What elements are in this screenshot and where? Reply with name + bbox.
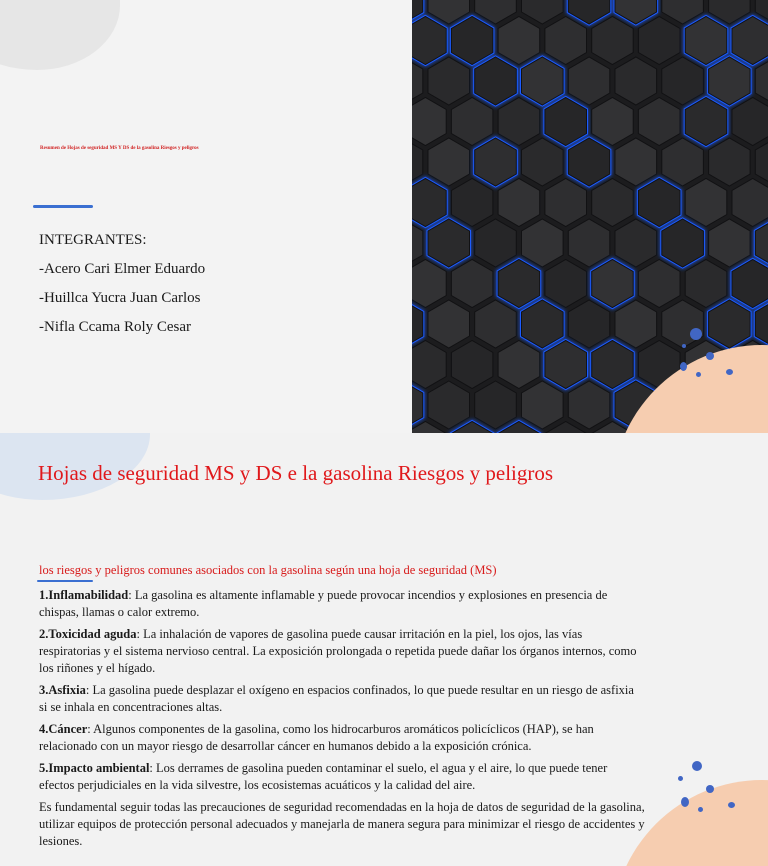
hexagon-tile bbox=[568, 300, 610, 348]
decorative-dot bbox=[692, 761, 702, 771]
hexagon-tile bbox=[638, 260, 680, 308]
hexagon-tile bbox=[412, 260, 446, 308]
hexagon-tile bbox=[451, 98, 493, 146]
hexagon-tile bbox=[522, 219, 564, 267]
risk-label: 4.Cáncer bbox=[39, 722, 88, 736]
risk-item bbox=[39, 760, 645, 794]
hexagon-tile bbox=[732, 98, 768, 146]
hexagon-tile bbox=[615, 57, 657, 105]
decorative-dot bbox=[728, 802, 735, 808]
hexagon-tile bbox=[475, 381, 517, 429]
hexagon-tile bbox=[451, 179, 493, 227]
risk-label: 3.Asfixia bbox=[39, 683, 86, 697]
decorative-dot bbox=[682, 344, 686, 348]
hexagon-tile bbox=[412, 179, 446, 227]
member-item: -Nifla Ccama Roly Cesar bbox=[39, 319, 192, 335]
hexagon-tile bbox=[685, 179, 727, 227]
risk-label: 1.Inflamabilidad bbox=[39, 588, 129, 602]
hexagon-tile bbox=[662, 138, 704, 186]
hexagon-tile bbox=[709, 219, 751, 267]
hexagon-tile bbox=[498, 179, 540, 227]
hexagon-tile bbox=[522, 138, 564, 186]
hexagon-tile bbox=[755, 57, 768, 105]
risk-item bbox=[39, 721, 645, 755]
decorative-dot bbox=[678, 776, 683, 781]
hexagon-tile bbox=[709, 138, 751, 186]
risk-text: : La inhalación de vapores de gasolina puede causar irritación en la piel, los ojos, las vías respiratorias y el sistema nervioso central. La exposición prolongada o repetida puede dañar los órganos internos, como los riñones y el hígado. bbox=[39, 627, 637, 675]
hexagon-tile bbox=[428, 300, 470, 348]
hexagon-tile bbox=[545, 179, 587, 227]
member-item: -Acero Cari Elmer Eduardo bbox=[39, 261, 206, 277]
decorative-dot bbox=[680, 362, 687, 371]
hexagon-tile bbox=[662, 57, 704, 105]
hexagon-tile bbox=[498, 341, 540, 389]
decorative-dot bbox=[706, 785, 714, 793]
hexagon-tile bbox=[615, 300, 657, 348]
hexagon-tile bbox=[522, 381, 564, 429]
hexagon-tile bbox=[592, 179, 634, 227]
hexagon-tile bbox=[412, 57, 423, 105]
subtitle-underline bbox=[37, 580, 93, 582]
hexagon-tile bbox=[592, 98, 634, 146]
risk-label: 2.Toxicidad aguda bbox=[39, 627, 137, 641]
decorative-dot bbox=[706, 352, 714, 360]
hexagon-tile bbox=[755, 138, 768, 186]
hexagon-tile bbox=[662, 300, 704, 348]
hexagon-tile bbox=[568, 57, 610, 105]
hexagon-tile bbox=[732, 179, 768, 227]
member-item: -Huillca Yucra Juan Carlos bbox=[39, 290, 201, 306]
hexagon-tile bbox=[498, 98, 540, 146]
hexagon-tile bbox=[568, 219, 610, 267]
hexagon-tile bbox=[498, 17, 540, 65]
risk-item bbox=[39, 626, 645, 677]
title-underline bbox=[33, 205, 93, 208]
hexagon-tile bbox=[568, 0, 610, 24]
risk-item bbox=[39, 587, 645, 621]
slide-title: Hojas de seguridad MS y DS e la gasolina Riesgos y peligros bbox=[38, 461, 554, 485]
hexagon-tile bbox=[428, 381, 470, 429]
risk-label: 5.Impacto ambiental bbox=[39, 761, 150, 775]
slide-content bbox=[0, 433, 768, 866]
hexagon-tile bbox=[412, 138, 423, 186]
decorative-dot bbox=[698, 807, 703, 812]
hexagon-tile bbox=[428, 138, 470, 186]
slide-subtitle: los riesgos y peligros comunes asociados con la gasolina según una hoja de seguridad (MS) bbox=[39, 563, 497, 577]
hexagon-tile bbox=[545, 260, 587, 308]
hexagon-tile bbox=[522, 0, 564, 24]
risk-text: : Los derrames de gasolina pueden contaminar el suelo, el agua y el aire, lo que puede tener efectos perjudiciales en la vida silvestre, los ecosistemas acuáticos y la calidad del aire. bbox=[39, 761, 608, 792]
decorative-dot bbox=[690, 328, 702, 340]
hexagon-tile bbox=[638, 98, 680, 146]
hexagon-tile bbox=[412, 17, 446, 65]
conclusion-paragraph: Es fundamental seguir todas las precauciones de seguridad recomendadas en la hoja de datos de seguridad de la gasolina, utilizar equipos de protección personal adecuados y manejarla de manera segura para minimizar el riesgo de accidentes y lesiones. bbox=[39, 800, 645, 848]
hexagon-tile bbox=[615, 138, 657, 186]
members-list bbox=[39, 226, 205, 342]
hexagon-tile bbox=[615, 219, 657, 267]
risk-list bbox=[39, 587, 645, 855]
hexagon-tile bbox=[412, 98, 446, 146]
decorative-blob bbox=[0, 0, 120, 70]
members-heading: INTEGRANTES: bbox=[39, 232, 147, 248]
risk-text: : La gasolina es altamente inflamable y puede provocar incendios y explosiones en presencia de chispas, llamas o calor extremo. bbox=[39, 588, 608, 619]
hexagon-tile bbox=[638, 17, 680, 65]
hexagon-tile bbox=[451, 260, 493, 308]
hexagon-tile bbox=[615, 0, 657, 24]
hexagon-tile bbox=[428, 57, 470, 105]
hexagon-tile bbox=[412, 219, 423, 267]
hexagon-tile bbox=[451, 341, 493, 389]
risk-text: : Algunos componentes de la gasolina, como los hidrocarburos aromáticos policíclicos (HAP), se han relacionado con un mayor riesgo de desarrollar cáncer en humanos debido a la exposición crónica. bbox=[39, 722, 594, 753]
hexagon-tile bbox=[568, 381, 610, 429]
hexagon-tile bbox=[592, 17, 634, 65]
risk-text: : La gasolina puede desplazar el oxígeno en espacios confinados, lo que puede resultar en un riesgo de asfixia si se inhala en concentraciones altas. bbox=[39, 683, 634, 714]
cover-small-title: Resumen de Hojas de seguridad MS Y DS de la gasolina Riesgos y peligros bbox=[40, 146, 199, 151]
risk-item bbox=[39, 682, 645, 716]
decorative-dot bbox=[726, 369, 733, 375]
decorative-dot bbox=[681, 797, 689, 807]
hexagon-tile bbox=[545, 17, 587, 65]
hexagon-tile bbox=[412, 341, 446, 389]
decorative-dot bbox=[696, 372, 701, 377]
hexagon-tile bbox=[475, 300, 517, 348]
hexagon-tile bbox=[475, 219, 517, 267]
hexagon-tile bbox=[685, 260, 727, 308]
